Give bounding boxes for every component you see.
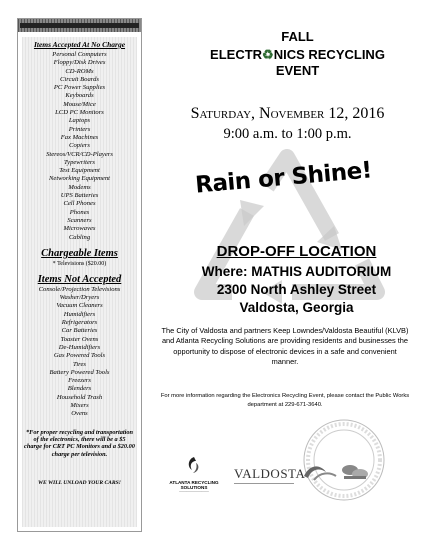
address-block [168, 263, 425, 317]
location-street: 2300 North Ashley Street [216, 282, 377, 297]
accepted-item: Phones [69, 208, 90, 216]
title-event: EVENT [275, 63, 320, 78]
valdosta-logo-rule [234, 483, 294, 488]
accepted-item: Printers [68, 125, 91, 133]
not-accepted-item: Household Trash [56, 393, 103, 401]
not-accepted-item: Battery Powered Tools [49, 368, 110, 376]
accepted-item: Circuit Boards [60, 75, 99, 83]
atlanta-tagline-line: ──────────── [179, 490, 209, 494]
accepted-item: Laptops [68, 117, 91, 125]
accepted-item: UPS Batteries [60, 192, 99, 200]
description-paragraph: The City of Valdosta and partners Keep Lowndes/Valdosta Beautiful (KLVB) and Atlanta Recycling Solutions are providing residents and businesses the opportunity to dispose of electronic devices in a safe and convenient manner. [161, 326, 409, 367]
accepted-item: Stereos/VCR/CD-Players [46, 150, 113, 158]
unload-note: WE WILL UNLOAD YOUR CARS! [38, 480, 121, 487]
title-fall: FALL [281, 29, 314, 44]
accepted-item: Keyboards [65, 92, 94, 100]
accepted-item: Cabling [68, 233, 91, 241]
not-accepted-item: Vacuum Cleaners [56, 302, 103, 310]
valdosta-logo-text: VALDOSTA [234, 466, 306, 481]
not-accepted-item: Refrigerators [61, 319, 98, 327]
not-accepted-item: Console/Projection Televisions [38, 285, 121, 293]
chargeable-item: * Televisions ($20.00) [52, 260, 107, 267]
keep-logo [340, 462, 370, 487]
dropoff-heading: DROP-OFF LOCATION [216, 243, 377, 260]
location-city: Valdosta, Georgia [239, 300, 354, 315]
accepted-item: Copiers [69, 142, 90, 150]
accepted-item: Modems [68, 183, 91, 191]
not-accepted-list [18, 286, 141, 419]
not-accepted-item: De-Humidifiers [58, 343, 101, 351]
accepted-item: Scanners [67, 216, 92, 224]
accepted-item: Microwaves [63, 225, 96, 233]
not-accepted-item: Toaster Ovens [60, 335, 99, 343]
valdosta-logo [234, 466, 306, 488]
sidebar-header-bar [18, 19, 141, 32]
accepted-list [18, 51, 141, 242]
not-accepted-item: Gas Powered Tools [53, 352, 106, 360]
accepted-item: Mouse/Mice [63, 100, 96, 108]
not-accepted-item: Ovens [71, 410, 88, 418]
klvb-wave-icon [300, 456, 340, 484]
not-accepted-item: Blenders [67, 385, 92, 393]
items-sidebar [17, 18, 142, 532]
accepted-heading: Items Accepted At No Charge [33, 40, 126, 49]
sidebar-content [18, 40, 141, 487]
accepted-item: LCD PC Monitors [55, 109, 104, 117]
not-accepted-item: Washer/Dryers [59, 294, 100, 302]
recycle-icon: ♻ [262, 47, 274, 62]
not-accepted-item: Humidifiers [63, 310, 96, 318]
chargeable-heading: Chargeable Items [41, 247, 118, 259]
event-date: Saturday, November 12, 2016 [190, 105, 385, 122]
not-accepted-item: Car Batteries [61, 327, 98, 335]
location-where: Where: MATHIS AUDITORIUM [201, 264, 392, 279]
accepted-item: PC Power Supplies [53, 84, 106, 92]
accepted-item: CD-ROMs [65, 67, 94, 75]
accepted-item: Personal Computers [52, 51, 107, 58]
title-main [170, 47, 425, 79]
chargeable-list [18, 260, 141, 268]
accepted-item: Cell Phones [63, 200, 96, 208]
klvb-logo [300, 456, 340, 489]
atlanta-swirl-icon [184, 455, 204, 475]
contact-info: For more information regarding the Electronics Recycling Event, please contact the Public Works department at 229-671-3640. [160, 393, 410, 408]
rain-or-shine: Rain or Shine! [194, 157, 373, 199]
event-time: 9:00 a.m. to 1:00 p.m. [223, 126, 352, 142]
accepted-item: Typewriters [63, 158, 95, 166]
accepted-item: Fax Machines [60, 133, 99, 141]
atlanta-recycling-logo [164, 455, 224, 494]
accepted-item: Networking Equipment [49, 175, 110, 183]
not-accepted-heading: Items Not Accepted [37, 273, 122, 285]
not-accepted-item: Freezers [68, 377, 91, 385]
accepted-item: Floppy/Disk Drives [53, 59, 106, 67]
title-part-1: ELECTR [210, 47, 263, 62]
not-accepted-item: Mixers [70, 401, 89, 409]
charge-note: *For proper recycling and transportation of the electronics, there will be a $5 charge for CRT PC Monitors and a $20.00 charge per television. [24, 428, 135, 458]
keep-leaf-icon [340, 462, 370, 482]
title-part-2: NICS RECYCLING [273, 47, 385, 62]
atlanta-logo-text: ATLANTA RECYCLING SOLUTIONS [169, 480, 219, 490]
not-accepted-item: Tires [73, 360, 86, 368]
accepted-item: Test Equipment [59, 167, 100, 175]
